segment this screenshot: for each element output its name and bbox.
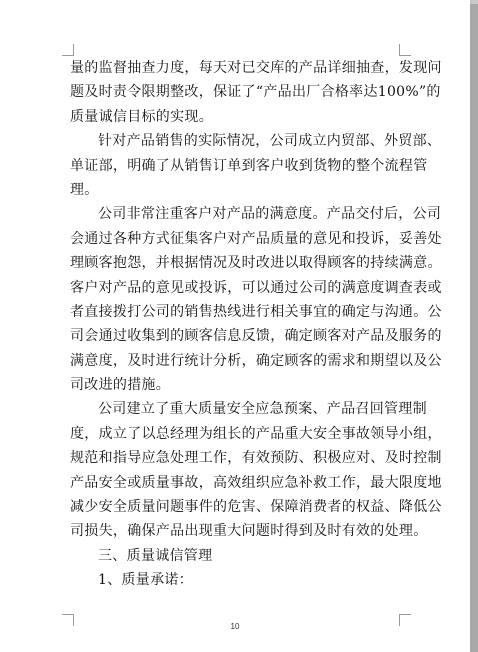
paragraph-2-line-1: 针对产品销售的实际情况，公司成立内贸部、外贸部、: [98, 133, 442, 150]
paragraph-4-line-3: 规范和指导应急处理工作，有效预防、积极应对、及时控制: [70, 450, 442, 467]
paragraph-4-line-6: 司损失，确保产品出现重大问题时得到及时有效的处理。: [70, 523, 428, 540]
paragraph-3-line-2: 会通过各种方式征集客户对产品质量的意见和投诉，妥善处: [70, 230, 442, 247]
document-body[interactable]: [70, 56, 442, 593]
paragraph-4-line-1: 公司建立了重大质量安全应急预案、产品召回管理制: [98, 401, 427, 418]
paragraph-2-line-3: 理。: [70, 181, 99, 198]
paragraph-3-line-7: 满意度，及时进行统计分析，确定顾客的需求和期望以及公: [70, 352, 442, 369]
page-number: 10: [230, 622, 240, 631]
paragraph-1-line-3: 质量诚信目标的实现。: [70, 108, 213, 125]
paragraph-1-line-1: 量的监督抽查力度，每天对已交库的产品详细抽查，发现问: [70, 60, 442, 76]
paragraph-3-line-3: 理顾客抱怨，并根据情况及时改进以取得顾客的持续满意。: [70, 255, 442, 272]
paragraph-3-line-8: 司改进的措施。: [70, 377, 171, 394]
paragraph-4-line-2: 度，成立了以总经理为组长的产品重大安全事故领导小组，: [70, 425, 442, 442]
paragraph-4-line-5: 减少安全质量问题事件的危害、保障消费者的权益、降低公: [70, 499, 442, 516]
subsection-heading: 1、质量承诺：: [98, 572, 194, 589]
page-shadow: [470, 4, 478, 652]
paragraph-2-line-2: 单证部，明确了从销售订单到客户收到货物的整个流程管: [70, 157, 428, 174]
margin-corner-top-right: [399, 44, 411, 56]
paragraph-1-line-2: 题及时责令限期整改，保证了“产品出厂合格率达100%”的: [70, 84, 441, 101]
paragraph-3-line-4: 客户对产品的意见或投诉，可以通过公司的满意度调查表或: [70, 279, 442, 296]
paragraph-3-line-1: 公司非常注重客户对产品的满意度。产品交付后，公司: [98, 206, 442, 223]
paragraph-4-line-4: 产品安全或质量事故，高效组织应急补救工作，最大限度地: [70, 474, 442, 491]
section-heading: 三、质量诚信管理: [98, 547, 213, 564]
paragraph-3-line-6: 司会通过收集到的顾客信息反馈，确定顾客对产品及服务的: [70, 328, 442, 345]
paragraph-3-line-5: 者直接拨打公司的销售热线进行相关事宜的确定与沟通。公: [70, 303, 442, 320]
margin-corner-top-left: [62, 44, 74, 56]
